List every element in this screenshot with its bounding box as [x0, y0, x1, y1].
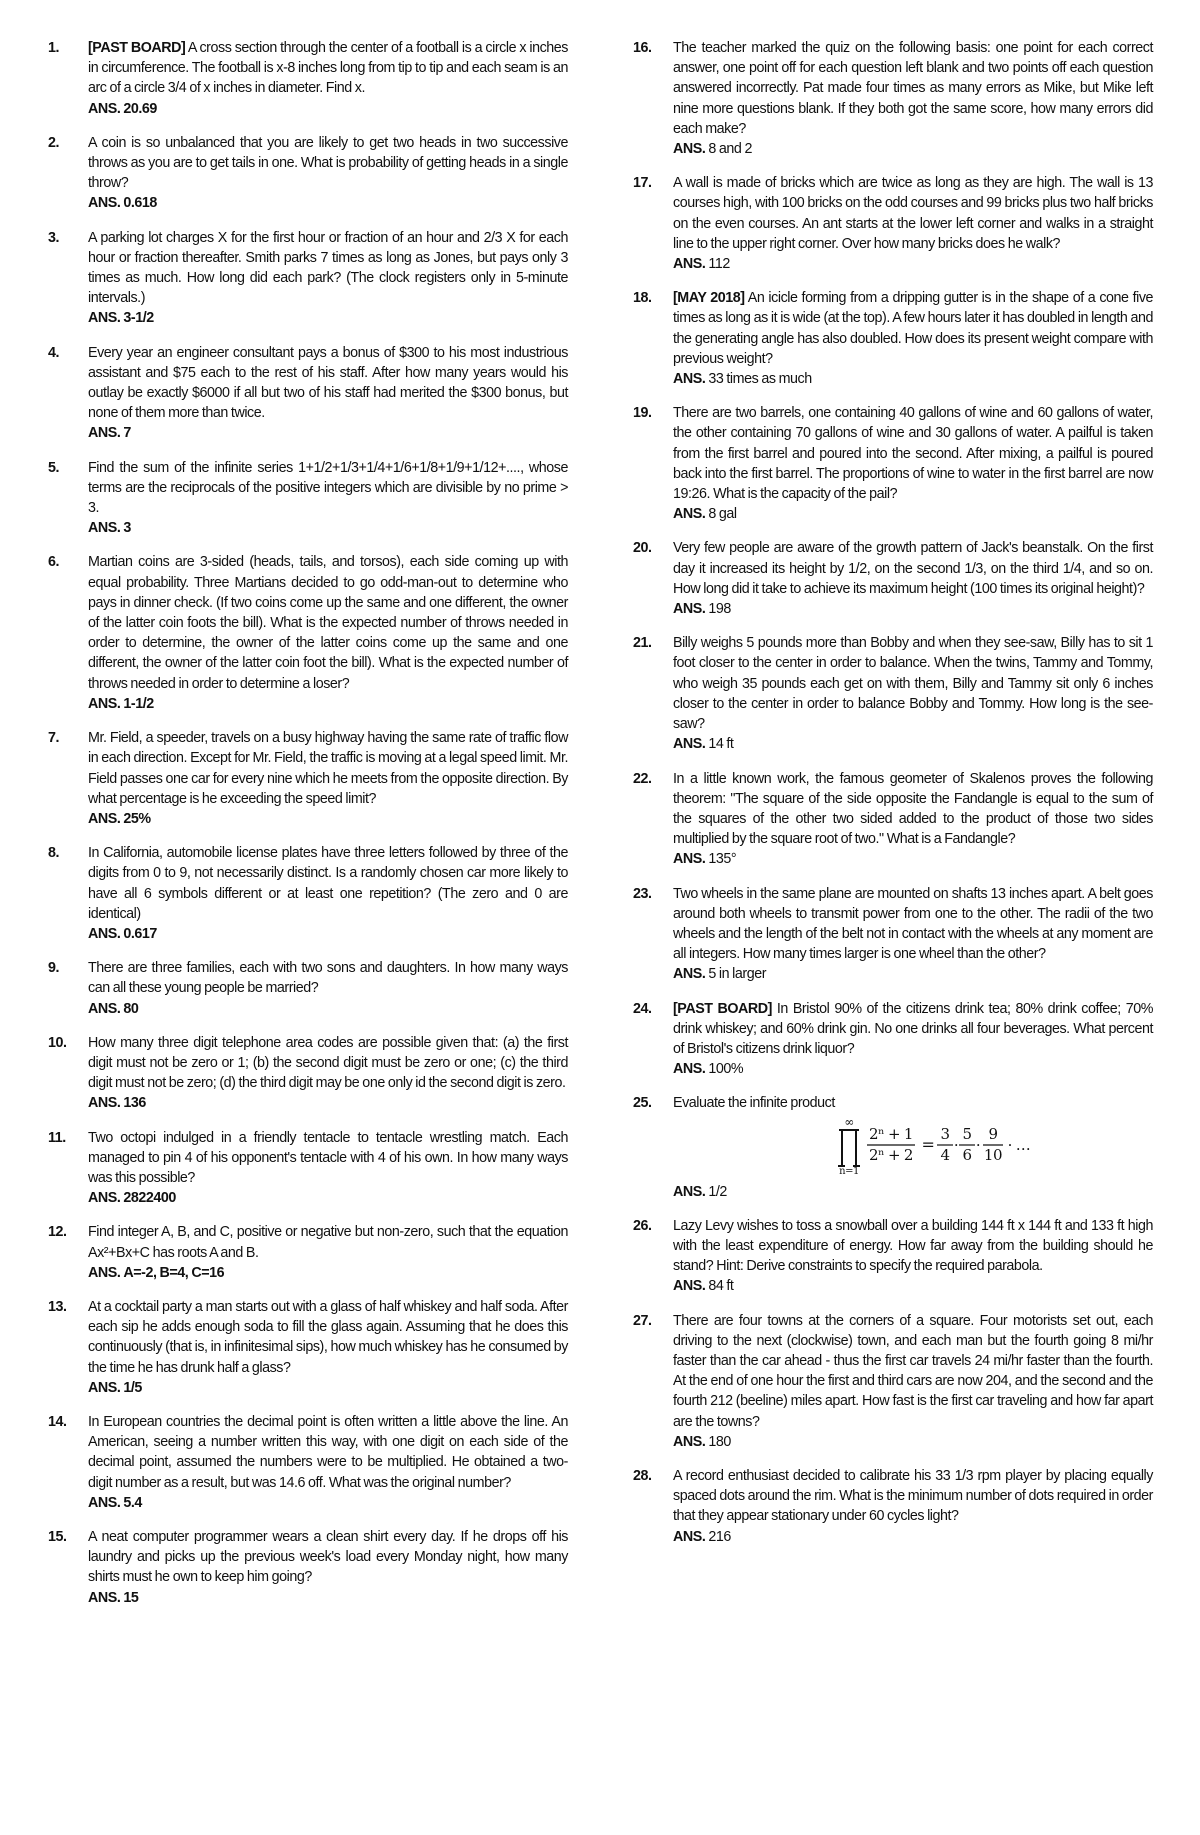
question-number: 2.: [48, 134, 60, 151]
question-source-tag: [PAST BOARD]: [88, 40, 186, 56]
question-item: [633, 884, 1153, 985]
answer-line: [673, 964, 1153, 984]
question-number: 12.: [48, 1224, 67, 1241]
question-text: An icicle forming from a dripping gutter is in the shape of a cone five times as long as it is wide (at the top). A few hours later it has doubled in length and the generating angle has also doubled. How does its present weight compare with previous weight?: [673, 290, 1154, 367]
question-number: 21.: [633, 635, 652, 652]
question-text: Every year an engineer consultant pays a bonus of $300 to his most industrious assistant and $75 each to the rest of his staff. After how many years would his outlay be exactly $6000 if all but two of his staff had merited the $300 bonus, but none of them more than twice.: [88, 344, 568, 422]
answer-line: [673, 254, 1153, 274]
answer-line: [673, 1432, 1153, 1452]
answer-line: [673, 1182, 1153, 1202]
question-text: At a cocktail party a man starts out with a glass of half whiskey and half soda. After each sip he adds enough soda to fill the glass again. Assuming that he does this continuously (that is, in infinitesimal sips), how much whiskey has he consumed by the time he has drunk half a glass?: [88, 1298, 568, 1376]
question-body: [673, 403, 1153, 524]
question-text: There are three families, each with two sons and daughters. In how many ways can all these young people be married?: [88, 960, 568, 997]
answer-label: ANS.: [673, 1433, 706, 1450]
equals-sign: =: [921, 1134, 935, 1154]
answer-line: [88, 423, 568, 443]
question-item: [48, 228, 568, 329]
question-text: Find integer A, B, and C, positive or negative but non-zero, such that the equation Ax²+Bx+C has roots A and B.: [88, 1224, 568, 1261]
question-body: [673, 999, 1153, 1080]
fraction-2-denominator: 6: [962, 1145, 972, 1164]
question-item: [48, 1222, 568, 1283]
fraction-1-numerator: 3: [940, 1124, 950, 1143]
question-item: [48, 38, 568, 119]
question-body: [673, 538, 1153, 619]
answer-value: A=-2, B=4, C=16: [123, 1264, 225, 1281]
answer-line: [673, 369, 1153, 389]
question-text: Mr. Field, a speeder, travels on a busy highway having the same rate of traffic flow in each direction. Except for Mr. Field, the traffic is moving at a legal speed limit. Mr. Field passes one car for every nine which he meets from the opposite direction. By what percentage is he exceeding the speed limit?: [88, 730, 568, 807]
question-text: Martian coins are 3-sided (heads, tails, and torsos), each side coming up with equal probability. Three Martians decided to go odd-man-out to determine who pays in dinner check. (If two coins come up the same and one different, the owner of the latter coin foots the bill). What is the expected number of throws needed in order to determine, the owner of the latter coins come up the same and one different, the owner of the latter coin foot the bill). What is the expected number of throws needed in order to determine a loser?: [88, 554, 568, 692]
question-item: [633, 769, 1153, 870]
answer-value: 15: [123, 1589, 139, 1606]
answer-value: 25%: [123, 810, 151, 827]
question-body: [88, 38, 568, 119]
answer-value: 5 in larger: [708, 966, 767, 983]
question-item: [48, 1033, 568, 1114]
fraction-3-numerator: 9: [988, 1124, 998, 1143]
question-number: 28.: [633, 1467, 652, 1484]
answer-label: ANS.: [673, 256, 706, 273]
product-ellipsis: · …: [1007, 1135, 1031, 1154]
product-lower-limit: n=1: [839, 1165, 859, 1177]
answer-value: 3: [123, 520, 131, 537]
question-item: [633, 288, 1153, 389]
question-text: A parking lot charges X for the first hour or fraction of an hour and 2/3 X for each hour or fraction thereafter. Smith parks 7 times as long as Jones, but pays only 3 times as much. How long did each park? (The clock registers only in 5-minute intervals.): [88, 229, 568, 307]
question-number: 26.: [633, 1217, 652, 1234]
question-body: [673, 173, 1153, 274]
question-item: [633, 1311, 1153, 1452]
answer-label: ANS.: [88, 695, 121, 712]
product-numerator: 2ⁿ + 1: [869, 1124, 913, 1143]
answer-value: 0.618: [123, 195, 157, 212]
answer-line: [88, 193, 568, 213]
fraction-1-denominator: 4: [940, 1145, 950, 1164]
answer-label: ANS.: [673, 1183, 706, 1200]
question-number: 3.: [48, 229, 60, 246]
answer-line: [88, 1493, 568, 1513]
question-body: [88, 958, 568, 1019]
question-number: 20.: [633, 540, 652, 557]
question-text: Find the sum of the infinite series 1+1/2+1/3+1/4+1/6+1/8+1/9+1/12+...., whose terms are the reciprocals of the positive integers which are divisible by no prime > 3.: [88, 459, 568, 517]
answer-line: [88, 924, 568, 944]
answer-label: ANS.: [673, 966, 706, 983]
answer-value: 7: [123, 425, 131, 442]
answer-value: 80: [123, 1000, 139, 1017]
answer-value: 33 times as much: [708, 371, 812, 388]
answer-label: ANS.: [88, 310, 121, 327]
question-body: [673, 769, 1153, 870]
question-item: [48, 843, 568, 944]
question-text: Evaluate the infinite product: [673, 1095, 835, 1112]
answer-value: 198: [708, 601, 731, 618]
question-item: [633, 1093, 1153, 1201]
question-body: [673, 633, 1153, 754]
question-body: [88, 458, 568, 539]
question-number: 18.: [633, 290, 652, 307]
question-number: 23.: [633, 885, 652, 902]
question-text: In a little known work, the famous geometer of Skalenos proves the following theorem: "The square of the side opposite the Fandangle is equal to the sum of the squares of the other two sided added to the product of those two sides multiplied by the square root of two." What is a Fandangle?: [673, 770, 1153, 848]
answer-value: 180: [708, 1433, 731, 1450]
multiply-dot-2: ·: [975, 1135, 981, 1154]
answer-value: 8 gal: [708, 506, 737, 523]
question-text: Billy weighs 5 pounds more than Bobby and when they see-saw, Billy has to sit 1 foot closer to the center in order to balance. When the twins, Tammy and Tommy, who weigh 35 pounds each get on with them, Billy and Tammy sit only 6 inches closer to the center in order to balance Bobby and Tommy. How long is the see-saw?: [673, 635, 1153, 733]
answer-label: ANS.: [673, 1528, 706, 1545]
question-item: [633, 1466, 1153, 1547]
question-number: 8.: [48, 845, 60, 862]
question-text: In European countries the decimal point is often written a little above the line. An American, seeing a number written this way, with one digit on each side of the decimal point, assumed the numbers were to be multiplied. He obtained a two-digit number as a result, but was 14.6 off. What was the original number?: [88, 1413, 568, 1491]
question-text: How many three digit telephone area codes are possible given that: (a) the first digit must not be zero or 1; (b) the second digit must be zero or one; (c) the third digit must not be zero; (d) the third digit may be one only id the second digit is zero.: [88, 1034, 568, 1092]
answer-label: ANS.: [88, 1095, 121, 1112]
question-text: Very few people are aware of the growth pattern of Jack's beanstalk. On the first day it increased its height by 1/2, on the second 1/3, on the third 1/4, and so on. How long did it take to achieve its maximum height (100 times its original height)?: [673, 540, 1153, 597]
question-body: [88, 343, 568, 444]
question-body: [88, 843, 568, 944]
question-body: [673, 1466, 1153, 1547]
answer-label: ANS.: [88, 425, 121, 442]
answer-value: 135°: [708, 851, 737, 868]
answer-value: 14 ft: [708, 736, 734, 753]
answer-label: ANS.: [88, 195, 121, 212]
question-item: [48, 343, 568, 444]
answer-label: ANS.: [88, 1494, 121, 1511]
answer-label: ANS.: [88, 925, 121, 942]
question-number: 27.: [633, 1312, 652, 1329]
question-item: [48, 552, 568, 714]
question-body: [88, 1222, 568, 1283]
answer-label: ANS.: [673, 1061, 706, 1078]
question-text: A neat computer programmer wears a clean shirt every day. If he drops off his laundry and picks up the previous week's load every Monday night, how many shirts must he own to keep him going?: [88, 1529, 568, 1586]
answer-value: 216: [708, 1528, 731, 1545]
question-number: 10.: [48, 1034, 67, 1051]
question-item: [48, 133, 568, 214]
question-item: [633, 1216, 1153, 1297]
question-source-tag: [MAY 2018]: [673, 290, 745, 307]
question-body: [673, 1311, 1153, 1452]
fraction-2-numerator: 5: [962, 1124, 972, 1143]
answer-line: [88, 1263, 568, 1283]
question-item: [48, 1128, 568, 1209]
question-item: [48, 1527, 568, 1608]
right-column: [633, 38, 1153, 1561]
answer-label: ANS.: [673, 601, 706, 618]
answer-line: [88, 809, 568, 829]
product-denominator: 2ⁿ + 2: [869, 1145, 913, 1164]
question-item: [633, 173, 1153, 274]
question-item: [633, 403, 1153, 524]
question-item: [48, 458, 568, 539]
answer-line: [88, 999, 568, 1019]
answer-line: [673, 139, 1153, 159]
answer-label: ANS.: [673, 141, 706, 158]
question-number: 16.: [633, 40, 652, 56]
question-body: [88, 133, 568, 214]
question-item: [48, 728, 568, 829]
question-item: [633, 633, 1153, 754]
answer-label: ANS.: [88, 1379, 121, 1396]
question-body: [673, 38, 1153, 159]
question-text: There are two barrels, one containing 40 gallons of wine and 60 gallons of water, the other containing 70 gallons of wine and 30 gallons of water. A pailful is taken from the first barrel and poured into the second. After mixing, a pailful is poured back into the first barrel. The proportions of wine to water in the first barrel are now 19:26. What is the capacity of the pail?: [673, 405, 1153, 503]
question-number: 13.: [48, 1298, 67, 1315]
infinite-product-formula: [673, 1116, 1153, 1178]
question-number: 11.: [48, 1129, 66, 1146]
question-text: In Bristol 90% of the citizens drink tea; 80% drink coffee; 70% drink whiskey; and 60% drink gin. No one drinks all four beverages. What percent of Bristol's citizens drink liquor?: [673, 1000, 1153, 1057]
question-text: The teacher marked the quiz on the following basis: one point for each correct answer, one point off for each question left blank and two points off each question answered incorrectly. Pat made four times as many errors as Mike, but Mike left nine more questions blank. If they both got the same score, how many errors did each make?: [673, 40, 1153, 137]
answer-label: ANS.: [88, 520, 121, 537]
question-body: [673, 288, 1153, 389]
question-number: 6.: [48, 554, 60, 571]
answer-line: [88, 518, 568, 538]
answer-line: [673, 849, 1153, 869]
question-text: Two wheels in the same plane are mounted on shafts 13 inches apart. A belt goes around both wheels to transmit power from one to the other. The radii of the two wheels and the length of the belt not in contact with the wheels at any moment are all integers. How many times larger is one wheel than the other?: [673, 885, 1153, 963]
question-number: 9.: [48, 960, 60, 977]
product-symbol: [838, 1130, 860, 1166]
question-text: A record enthusiast decided to calibrate his 33 1/3 rpm player by placing equally spaced dots around the rim. What is the minimum number of dots required in order that they appear stationary under 60 cycles light?: [673, 1467, 1153, 1525]
left-column: [48, 38, 568, 1622]
answer-value: 136: [123, 1095, 146, 1112]
question-number: 5.: [48, 459, 60, 476]
question-body: [673, 884, 1153, 985]
answer-line: [88, 1093, 568, 1113]
fraction-3-denominator: 10: [983, 1145, 1003, 1164]
question-number: 15.: [48, 1529, 67, 1545]
answer-label: ANS.: [88, 1264, 121, 1281]
question-number: 24.: [633, 1000, 652, 1017]
answer-label: ANS.: [88, 1190, 121, 1207]
question-body: [88, 1033, 568, 1114]
question-body: [673, 1216, 1153, 1297]
question-text: In California, automobile license plates have three letters followed by three of the digits from 0 to 9, not necessarily distinct. Is a randomly chosen car more likely to have all 6 symbols different or at least one repetition? (The zero and 0 are identical): [88, 845, 568, 922]
answer-line: [88, 1188, 568, 1208]
answer-value: 20.69: [123, 100, 157, 117]
question-number: 19.: [633, 405, 652, 422]
answer-line: [673, 1527, 1153, 1547]
answer-value: 1/5: [123, 1379, 142, 1396]
answer-value: 112: [708, 256, 730, 273]
answer-label: ANS.: [88, 1589, 121, 1606]
question-number: 1.: [48, 40, 60, 56]
answer-value: 8 and 2: [708, 141, 752, 158]
formula-graphic: [833, 1116, 1033, 1178]
question-source-tag: [PAST BOARD]: [673, 1000, 772, 1017]
answer-label: ANS.: [88, 100, 121, 117]
answer-line: [88, 1588, 568, 1608]
question-item: [48, 1297, 568, 1398]
answer-label: ANS.: [88, 810, 121, 827]
question-text: A cross section through the center of a football is a circle x inches in circumference. The football is x-8 inches long from tip to tip and each seam is an arc of a circle 3/4 of x inches in diameter. Find x.: [88, 40, 569, 97]
question-body: [673, 1093, 1153, 1201]
answer-label: ANS.: [673, 506, 706, 523]
answer-line: [88, 1378, 568, 1398]
question-body: [88, 1412, 568, 1513]
answer-line: [88, 99, 568, 119]
question-body: [88, 552, 568, 714]
question-item: [633, 999, 1153, 1080]
answer-value: 84 ft: [708, 1278, 734, 1295]
question-number: 25.: [633, 1095, 652, 1112]
question-number: 7.: [48, 730, 60, 747]
question-number: 14.: [48, 1413, 67, 1430]
answer-value: 1/2: [708, 1183, 727, 1200]
question-text: Lazy Levy wishes to toss a snowball over a building 144 ft x 144 ft and 133 ft high with the least expenditure of energy. How far away from the building should he stand? Hint: Derive constraints to specify the required parabola.: [673, 1217, 1153, 1275]
question-body: [88, 728, 568, 829]
question-number: 4.: [48, 344, 60, 361]
question-body: [88, 1297, 568, 1398]
multiply-dot-1: ·: [953, 1135, 959, 1154]
answer-line: [88, 308, 568, 328]
answer-value: 0.617: [123, 925, 157, 942]
question-body: [88, 1527, 568, 1608]
answer-line: [88, 694, 568, 714]
question-text: There are four towns at the corners of a square. Four motorists set out, each driving to the next (clockwise) town, and each man but the fourth going 8 mi/hr faster than the car ahead - thus the first car travels 24 mi/hr faster than the fourth. At the end of one hour the first and third cars are now 204, and the second and the fourth 212 (beeline) miles apart. How fast is the first car traveling and how far apart are the towns?: [673, 1312, 1153, 1430]
answer-value: 3-1/2: [123, 310, 154, 327]
answer-value: 2822400: [123, 1190, 176, 1207]
answer-label: ANS.: [673, 371, 706, 388]
question-item: [48, 958, 568, 1019]
question-text: A coin is so unbalanced that you are likely to get two heads in two successive throws as you are to get tails in one. What is probability of getting heads in a single throw?: [88, 134, 568, 192]
product-upper-limit: ∞: [844, 1115, 854, 1129]
question-item: [633, 538, 1153, 619]
answer-label: ANS.: [88, 1000, 121, 1017]
question-body: [88, 228, 568, 329]
answer-label: ANS.: [673, 1278, 706, 1295]
answer-label: ANS.: [673, 736, 706, 753]
answer-label: ANS.: [673, 851, 706, 868]
question-body: [88, 1128, 568, 1209]
question-text: A wall is made of bricks which are twice as long as they are high. The wall is 13 courses high, with 100 bricks on the odd courses and 99 bricks plus two half bricks on the even courses. An ant starts at the lower left corner and walks in a straight line to the upper right corner. Over how many bricks does he walk?: [673, 175, 1153, 252]
answer-value: 5.4: [123, 1494, 142, 1511]
question-item: [633, 38, 1153, 159]
answer-value: 1-1/2: [123, 695, 154, 712]
answer-line: [673, 599, 1153, 619]
question-item: [48, 1412, 568, 1513]
answer-line: [673, 1059, 1153, 1079]
answer-line: [673, 504, 1153, 524]
question-number: 17.: [633, 175, 652, 192]
question-text: Two octopi indulged in a friendly tentacle to tentacle wrestling match. Each managed to pin 4 of his opponent's tentacle with 4 of his own. In how many ways was this possible?: [88, 1129, 568, 1186]
question-number: 22.: [633, 770, 652, 787]
answer-line: [673, 1276, 1153, 1296]
answer-line: [673, 734, 1153, 754]
answer-value: 100%: [708, 1061, 744, 1078]
